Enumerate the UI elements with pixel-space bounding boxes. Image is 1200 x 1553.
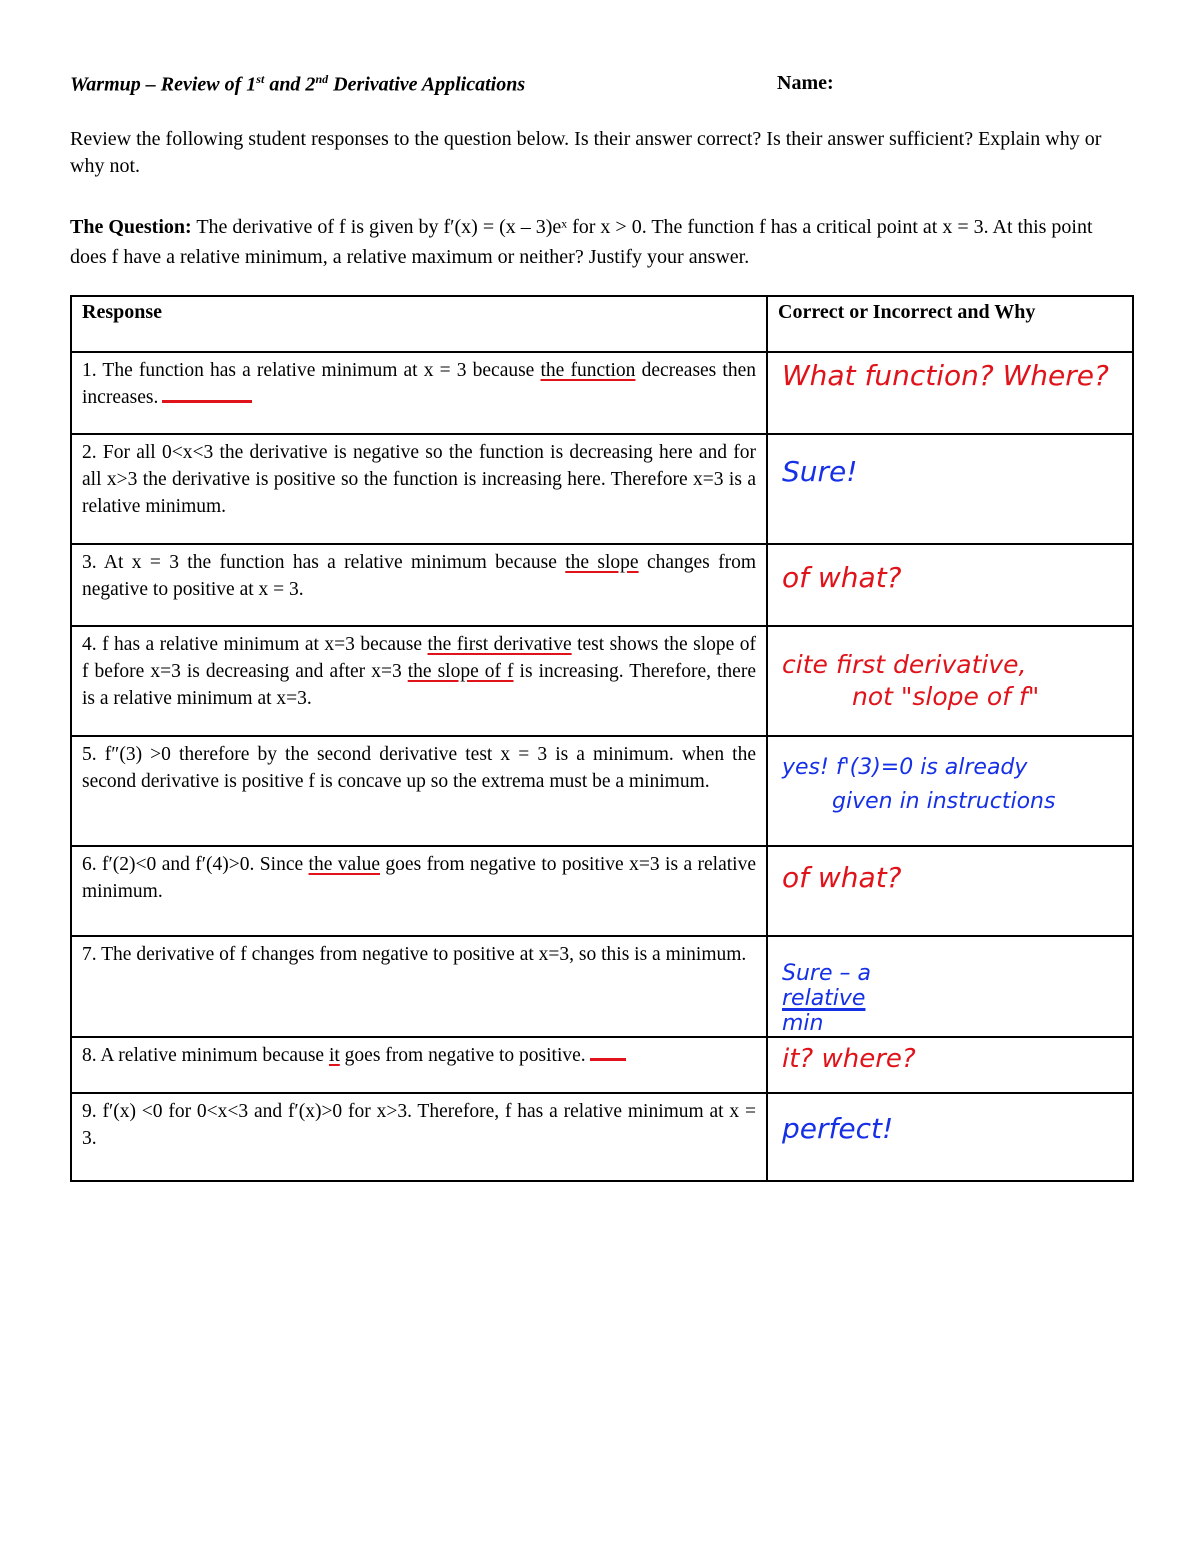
response-cell: 5. f″(3) >0 therefore by the second derivative test x = 3 is a minimum. when the second derivative is positive f is concave up so the extrema must be a minimum. xyxy=(71,736,767,846)
table-row xyxy=(71,626,1133,736)
underlined-phrase: the slope of f xyxy=(407,661,514,682)
underlined-phrase: it xyxy=(328,1045,340,1066)
underlined-phrase: the slope xyxy=(565,552,639,573)
response-cell: 9. f′(x) <0 for 0<x<3 and f′(x)>0 for x>3. Therefore, f has a relative minimum at x = 3. xyxy=(71,1093,767,1181)
response-cell: 2. For all 0<x<3 the derivative is negative so the function is decreasing here and for all x>3 the derivative is positive so the function is increasing here. Therefore x=3 is a relative minimum. xyxy=(71,434,767,544)
underlined-phrase: the value xyxy=(308,854,381,875)
question xyxy=(70,212,1132,272)
column-header-feedback: Correct or Incorrect and Why xyxy=(767,296,1133,352)
feedback-cell: Sure! xyxy=(767,434,1133,544)
table-row xyxy=(71,936,1133,1037)
instructions: Review the following student responses to the question below. Is their answer correct? Is their answer sufficient? Explain why or why not. xyxy=(70,128,1102,177)
underlined-phrase: the first derivative xyxy=(427,634,572,655)
response-cell: 8. A relative minimum because it goes from negative to positive. xyxy=(71,1037,767,1093)
red-pen-mark xyxy=(162,400,252,403)
feedback-cell: yes! f'(3)=0 is already given in instructions xyxy=(767,736,1133,846)
table-row xyxy=(71,736,1133,846)
underlined-phrase: the function xyxy=(540,360,636,381)
response-cell: 4. f has a relative minimum at x=3 because the first derivative test shows the slope of f before x=3 is decreasing and after x=3 the slope of f is increasing. Therefore, there is a relative minimum at x=3. xyxy=(71,626,767,736)
question-text: The derivative of f is given by f′(x) = (x – 3)eˣ for x > 0. The function f has a critical point at x = 3. At this point does f have a relative minimum, a relative maximum or neither? Justify your answer. xyxy=(70,216,1093,268)
table-row xyxy=(71,434,1133,544)
feedback-cell: of what? xyxy=(767,544,1133,626)
name-label: Name: xyxy=(777,72,834,94)
table-header-row xyxy=(71,296,1133,352)
feedback-cell: What function? Where? xyxy=(767,352,1133,434)
response-cell: 1. The function has a relative minimum at x = 3 because the function decreases then increases. xyxy=(71,352,767,434)
question-label: The Question: xyxy=(70,216,192,238)
response-table xyxy=(70,295,1134,1182)
header xyxy=(70,72,1130,102)
page-title: Warmup – Review of 1st and 2nd Derivative Applications xyxy=(70,72,526,96)
response-cell: 6. f′(2)<0 and f′(4)>0. Since the value goes from negative to positive x=3 is a relative minimum. xyxy=(71,846,767,936)
table-row xyxy=(71,544,1133,626)
table-row xyxy=(71,1037,1133,1093)
feedback-cell: it? where? xyxy=(767,1037,1133,1093)
feedback-cell: perfect! xyxy=(767,1093,1133,1181)
feedback-cell: Sure – a relative min xyxy=(767,936,1133,1037)
red-pen-mark xyxy=(590,1058,626,1061)
response-cell: 3. At x = 3 the function has a relative minimum because the slope changes from negative to positive at x = 3. xyxy=(71,544,767,626)
table-row xyxy=(71,352,1133,434)
feedback-cell: of what? xyxy=(767,846,1133,936)
column-header-response: Response xyxy=(71,296,767,352)
feedback-cell: cite first derivative, not "slope of f" xyxy=(767,626,1133,736)
table-row xyxy=(71,846,1133,936)
response-cell: 7. The derivative of f changes from negative to positive at x=3, so this is a minimum. xyxy=(71,936,767,1037)
underlined-word: relative xyxy=(782,986,866,1011)
table-row xyxy=(71,1093,1133,1181)
